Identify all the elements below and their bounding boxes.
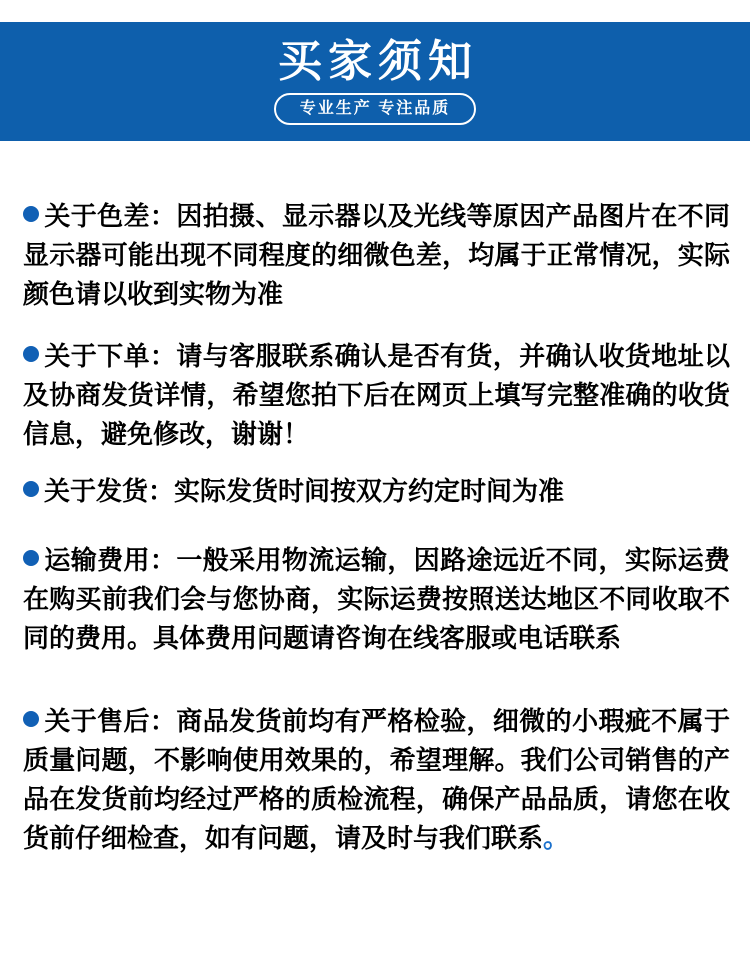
notice-list [0, 197, 750, 858]
bullet-icon [23, 206, 39, 222]
quality-badge: 专业生产 专注品质 [274, 93, 476, 125]
bullet-icon [23, 346, 39, 362]
notice-freight-cost [23, 541, 730, 658]
bullet-icon [23, 481, 39, 497]
notice-text: 因拍摄、显示器以及光线等原因产品图片在不同显示器可能出现不同程度的细微色差，均属于正常情况，实际颜色请以收到实物为准 [23, 201, 730, 309]
notice-period: 。 [543, 823, 570, 853]
notice-text: 实际发货时间按双方约定时间为准 [174, 476, 565, 506]
bullet-icon [23, 711, 39, 727]
notice-shipping [23, 472, 730, 511]
notice-text: 请与客服联系确认是否有货，并确认收货地址以及协商发货详情，希望您拍下后在网页上填写完整准确的收货信息，避免修改，谢谢！ [23, 341, 730, 449]
notice-text: 一般采用物流运输，因路途远近不同，实际运费在购买前我们会与您协商，实际运费按照送达地区不同收取不同的费用。具体费用问题请咨询在线客服或电话联系 [23, 545, 730, 653]
banner-title: 买家须知 [278, 36, 478, 86]
notice-label: 关于色差： [44, 201, 177, 231]
notice-label: 关于售后： [44, 706, 177, 736]
notice-color-difference [23, 197, 730, 314]
notice-ordering [23, 337, 730, 454]
notice-label: 关于发货： [44, 476, 175, 506]
notice-label: 关于下单： [44, 341, 177, 371]
notice-text: 商品发货前均有严格检验，细微的小瑕疵不属于质量问题，不影响使用效果的，希望理解。我们公司销售的产品在发货前均经过严格的质检流程，确保产品品质，请您在收货前仔细检查，如有问题，请及时与我们联系 [23, 706, 730, 853]
notice-label: 运输费用： [44, 545, 177, 575]
notice-after-sales [23, 702, 730, 858]
bullet-icon [23, 550, 39, 566]
buyer-notice-banner [0, 22, 750, 141]
